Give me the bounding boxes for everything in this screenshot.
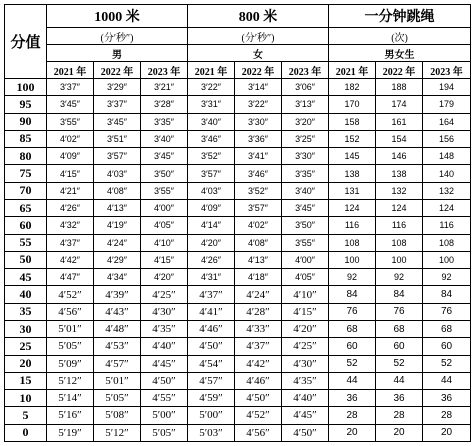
score-cell: 25 <box>5 338 47 355</box>
rope-count-cell: 132 <box>423 182 471 199</box>
time-800m-cell: 4′24″ <box>235 286 282 303</box>
rope-count-cell: 52 <box>376 355 423 372</box>
time-800m-cell: 3′46″ <box>188 130 235 147</box>
score-cell: 55 <box>5 234 47 251</box>
time-800m-cell: 4′10″ <box>282 286 329 303</box>
time-800m-cell: 3′46″ <box>235 165 282 182</box>
time-1000m-cell: 4′25″ <box>141 286 188 303</box>
time-800m-cell: 4′56″ <box>235 424 282 441</box>
year-header: 2021 年 <box>329 62 376 79</box>
time-1000m-cell: 5′01″ <box>47 320 94 337</box>
time-1000m-cell: 4′21″ <box>47 182 94 199</box>
time-1000m-cell: 4′10″ <box>141 234 188 251</box>
time-1000m-cell: 4′02″ <box>47 130 94 147</box>
time-800m-cell: 4′02″ <box>235 217 282 234</box>
rope-count-cell: 100 <box>329 251 376 268</box>
rope-count-cell: 44 <box>329 372 376 389</box>
time-800m-cell: 4′33″ <box>235 320 282 337</box>
time-800m-cell: 4′13″ <box>235 251 282 268</box>
time-1000m-cell: 4′26″ <box>47 199 94 216</box>
rope-count-cell: 20 <box>376 424 423 441</box>
time-1000m-cell: 5′19″ <box>47 424 94 441</box>
time-800m-cell: 4′41″ <box>188 303 235 320</box>
time-1000m-cell: 5′05″ <box>141 424 188 441</box>
score-cell: 80 <box>5 148 47 165</box>
rope-count-cell: 28 <box>329 407 376 424</box>
event-header-row <box>5 5 471 28</box>
score-cell: 50 <box>5 251 47 268</box>
time-800m-cell: 3′40″ <box>282 182 329 199</box>
time-800m-cell: 3′57″ <box>235 199 282 216</box>
table-row <box>5 303 471 320</box>
table-row <box>5 199 471 216</box>
rope-count-cell: 156 <box>423 130 471 147</box>
time-1000m-cell: 5′16″ <box>47 407 94 424</box>
time-1000m-cell: 3′35″ <box>141 113 188 130</box>
time-800m-cell: 4′30″ <box>282 355 329 372</box>
rope-count-cell: 28 <box>423 407 471 424</box>
time-1000m-cell: 3′37″ <box>94 96 141 113</box>
rope-count-cell: 36 <box>423 390 471 407</box>
time-1000m-cell: 4′09″ <box>47 148 94 165</box>
time-800m-cell: 3′30″ <box>282 148 329 165</box>
time-1000m-cell: 3′21″ <box>141 79 188 96</box>
time-1000m-cell: 4′37″ <box>47 234 94 251</box>
time-800m-cell: 4′09″ <box>188 199 235 216</box>
time-800m-cell: 3′35″ <box>282 165 329 182</box>
time-1000m-cell: 5′05″ <box>94 390 141 407</box>
time-800m-cell: 4′42″ <box>235 355 282 372</box>
rope-count-cell: 174 <box>376 96 423 113</box>
rope-count-cell: 138 <box>329 165 376 182</box>
rope-count-cell: 124 <box>423 199 471 216</box>
time-800m-cell: 4′50″ <box>235 390 282 407</box>
rope-count-cell: 20 <box>423 424 471 441</box>
rope-count-cell: 68 <box>329 320 376 337</box>
table-row <box>5 320 471 337</box>
time-1000m-cell: 4′00″ <box>141 199 188 216</box>
time-1000m-cell: 3′45″ <box>47 96 94 113</box>
rope-count-cell: 92 <box>329 269 376 286</box>
time-800m-cell: 3′13″ <box>282 96 329 113</box>
time-1000m-cell: 4′55″ <box>141 390 188 407</box>
rope-count-cell: 158 <box>329 113 376 130</box>
event-1000m-header: 1000 米 <box>47 5 188 28</box>
year-header: 2022 年 <box>94 62 141 79</box>
rope-count-cell: 60 <box>329 338 376 355</box>
gender-header-row <box>5 45 471 62</box>
time-800m-cell: 3′45″ <box>282 199 329 216</box>
time-800m-cell: 4′28″ <box>235 303 282 320</box>
rope-count-cell: 76 <box>423 303 471 320</box>
time-800m-cell: 3′22″ <box>235 96 282 113</box>
score-table-container <box>4 4 470 442</box>
time-1000m-cell: 3′45″ <box>141 148 188 165</box>
time-800m-cell: 3′30″ <box>235 113 282 130</box>
rope-count-cell: 92 <box>376 269 423 286</box>
time-1000m-cell: 4′53″ <box>94 338 141 355</box>
year-header: 2023 年 <box>423 62 471 79</box>
rope-count-cell: 116 <box>376 217 423 234</box>
table-row <box>5 372 471 389</box>
unit-header-row <box>5 28 471 45</box>
rope-count-cell: 132 <box>376 182 423 199</box>
rope-count-cell: 116 <box>423 217 471 234</box>
time-1000m-cell: 4′35″ <box>141 320 188 337</box>
time-800m-cell: 3′52″ <box>188 148 235 165</box>
score-table <box>4 4 471 442</box>
table-row <box>5 113 471 130</box>
time-1000m-cell: 5′05″ <box>47 338 94 355</box>
time-1000m-cell: 4′30″ <box>141 303 188 320</box>
rope-count-cell: 60 <box>376 338 423 355</box>
time-800m-cell: 3′31″ <box>188 96 235 113</box>
event-1000m-unit: (分′秒″) <box>47 28 188 45</box>
time-1000m-cell: 4′32″ <box>47 217 94 234</box>
time-800m-cell: 3′40″ <box>188 113 235 130</box>
score-cell: 30 <box>5 320 47 337</box>
table-row <box>5 407 471 424</box>
score-cell: 60 <box>5 217 47 234</box>
score-cell: 15 <box>5 372 47 389</box>
time-800m-cell: 4′52″ <box>235 407 282 424</box>
rope-count-cell: 179 <box>423 96 471 113</box>
table-row <box>5 251 471 268</box>
time-800m-cell: 4′05″ <box>282 269 329 286</box>
rope-count-cell: 100 <box>423 251 471 268</box>
table-row <box>5 217 471 234</box>
rope-count-cell: 68 <box>376 320 423 337</box>
table-row <box>5 269 471 286</box>
time-800m-cell: 4′37″ <box>235 338 282 355</box>
time-1000m-cell: 3′28″ <box>141 96 188 113</box>
rope-count-cell: 84 <box>423 286 471 303</box>
time-1000m-cell: 3′55″ <box>47 113 94 130</box>
score-cell: 95 <box>5 96 47 113</box>
time-800m-cell: 4′45″ <box>282 407 329 424</box>
time-800m-cell: 4′08″ <box>235 234 282 251</box>
year-header: 2021 年 <box>47 62 94 79</box>
rope-count-cell: 188 <box>376 79 423 96</box>
time-1000m-cell: 4′42″ <box>47 251 94 268</box>
time-1000m-cell: 4′15″ <box>141 251 188 268</box>
time-800m-cell: 3′50″ <box>282 217 329 234</box>
event-rope-header: 一分钟跳绳 <box>329 5 471 28</box>
rope-count-cell: 36 <box>329 390 376 407</box>
time-1000m-cell: 5′14″ <box>47 390 94 407</box>
rope-count-cell: 44 <box>376 372 423 389</box>
rope-count-cell: 124 <box>376 199 423 216</box>
time-800m-cell: 4′40″ <box>282 390 329 407</box>
rope-count-cell: 100 <box>376 251 423 268</box>
time-800m-cell: 3′52″ <box>235 182 282 199</box>
time-1000m-cell: 5′00″ <box>141 407 188 424</box>
rope-count-cell: 60 <box>423 338 471 355</box>
rope-count-cell: 108 <box>329 234 376 251</box>
rope-count-cell: 164 <box>423 113 471 130</box>
rope-count-cell: 76 <box>376 303 423 320</box>
time-800m-cell: 4′35″ <box>282 372 329 389</box>
table-row <box>5 182 471 199</box>
rope-count-cell: 138 <box>376 165 423 182</box>
time-800m-cell: 3′57″ <box>188 165 235 182</box>
table-row <box>5 148 471 165</box>
score-cell: 20 <box>5 355 47 372</box>
time-800m-cell: 4′50″ <box>188 338 235 355</box>
event-800m-unit: (分′秒″) <box>188 28 329 45</box>
score-cell: 85 <box>5 130 47 147</box>
time-800m-cell: 3′55″ <box>282 234 329 251</box>
table-row <box>5 234 471 251</box>
time-800m-cell: 4′46″ <box>235 372 282 389</box>
time-1000m-cell: 4′48″ <box>94 320 141 337</box>
time-1000m-cell: 4′03″ <box>94 165 141 182</box>
rope-count-cell: 154 <box>376 130 423 147</box>
time-800m-cell: 4′31″ <box>188 269 235 286</box>
score-cell: 5 <box>5 407 47 424</box>
score-cell: 65 <box>5 199 47 216</box>
time-800m-cell: 4′18″ <box>235 269 282 286</box>
time-1000m-cell: 4′29″ <box>94 251 141 268</box>
event-800m-header: 800 米 <box>188 5 329 28</box>
time-800m-cell: 3′06″ <box>282 79 329 96</box>
time-1000m-cell: 5′08″ <box>94 407 141 424</box>
score-cell: 0 <box>5 424 47 441</box>
time-1000m-cell: 4′05″ <box>141 217 188 234</box>
table-row <box>5 390 471 407</box>
time-1000m-cell: 4′57″ <box>94 355 141 372</box>
score-cell: 35 <box>5 303 47 320</box>
rope-count-cell: 92 <box>423 269 471 286</box>
time-1000m-cell: 4′19″ <box>94 217 141 234</box>
time-800m-cell: 5′00″ <box>188 407 235 424</box>
time-1000m-cell: 4′45″ <box>141 355 188 372</box>
time-1000m-cell: 4′50″ <box>141 372 188 389</box>
year-header: 2023 年 <box>141 62 188 79</box>
time-800m-cell: 3′14″ <box>235 79 282 96</box>
time-1000m-cell: 4′52″ <box>47 286 94 303</box>
time-1000m-cell: 3′55″ <box>141 182 188 199</box>
time-800m-cell: 3′22″ <box>188 79 235 96</box>
event-1000m-gender: 男 <box>47 45 188 62</box>
rope-count-cell: 52 <box>423 355 471 372</box>
rope-count-cell: 124 <box>329 199 376 216</box>
time-800m-cell: 5′03″ <box>188 424 235 441</box>
time-1000m-cell: 3′57″ <box>94 148 141 165</box>
time-800m-cell: 4′26″ <box>188 251 235 268</box>
year-header: 2022 年 <box>235 62 282 79</box>
table-row <box>5 286 471 303</box>
time-800m-cell: 4′54″ <box>188 355 235 372</box>
rope-count-cell: 148 <box>423 148 471 165</box>
rope-count-cell: 161 <box>376 113 423 130</box>
time-800m-cell: 4′00″ <box>282 251 329 268</box>
time-1000m-cell: 4′13″ <box>94 199 141 216</box>
time-800m-cell: 4′37″ <box>188 286 235 303</box>
rope-count-cell: 68 <box>423 320 471 337</box>
time-800m-cell: 3′41″ <box>235 148 282 165</box>
table-row <box>5 96 471 113</box>
time-1000m-cell: 3′51″ <box>94 130 141 147</box>
rope-count-cell: 28 <box>376 407 423 424</box>
time-1000m-cell: 5′09″ <box>47 355 94 372</box>
rope-count-cell: 170 <box>329 96 376 113</box>
time-1000m-cell: 5′12″ <box>47 372 94 389</box>
rope-count-cell: 44 <box>423 372 471 389</box>
rope-count-cell: 145 <box>329 148 376 165</box>
time-1000m-cell: 4′47″ <box>47 269 94 286</box>
time-800m-cell: 4′57″ <box>188 372 235 389</box>
year-header: 2023 年 <box>282 62 329 79</box>
time-1000m-cell: 4′56″ <box>47 303 94 320</box>
time-1000m-cell: 4′24″ <box>94 234 141 251</box>
year-header-row <box>5 62 471 79</box>
time-1000m-cell: 4′15″ <box>47 165 94 182</box>
time-1000m-cell: 3′50″ <box>141 165 188 182</box>
time-1000m-cell: 3′29″ <box>94 79 141 96</box>
score-cell: 75 <box>5 165 47 182</box>
score-column-header: 分值 <box>5 5 47 79</box>
score-cell: 45 <box>5 269 47 286</box>
table-row <box>5 165 471 182</box>
rope-count-cell: 52 <box>329 355 376 372</box>
rope-count-cell: 152 <box>329 130 376 147</box>
time-800m-cell: 4′46″ <box>188 320 235 337</box>
time-1000m-cell: 4′43″ <box>94 303 141 320</box>
event-rope-unit: (次) <box>329 28 471 45</box>
table-row <box>5 424 471 441</box>
score-cell: 90 <box>5 113 47 130</box>
score-cell: 40 <box>5 286 47 303</box>
time-800m-cell: 4′50″ <box>282 424 329 441</box>
rope-count-cell: 84 <box>329 286 376 303</box>
time-1000m-cell: 4′20″ <box>141 269 188 286</box>
time-1000m-cell: 4′39″ <box>94 286 141 303</box>
table-row <box>5 355 471 372</box>
time-800m-cell: 4′59″ <box>188 390 235 407</box>
time-1000m-cell: 3′45″ <box>94 113 141 130</box>
event-800m-gender: 女 <box>188 45 329 62</box>
rope-count-cell: 131 <box>329 182 376 199</box>
time-800m-cell: 4′14″ <box>188 217 235 234</box>
time-800m-cell: 3′36″ <box>235 130 282 147</box>
rope-count-cell: 116 <box>329 217 376 234</box>
time-1000m-cell: 4′34″ <box>94 269 141 286</box>
rope-count-cell: 20 <box>329 424 376 441</box>
score-cell: 10 <box>5 390 47 407</box>
year-header: 2021 年 <box>188 62 235 79</box>
time-1000m-cell: 3′40″ <box>141 130 188 147</box>
time-1000m-cell: 5′01″ <box>94 372 141 389</box>
time-800m-cell: 4′20″ <box>282 320 329 337</box>
rope-count-cell: 36 <box>376 390 423 407</box>
rope-count-cell: 76 <box>329 303 376 320</box>
rope-count-cell: 146 <box>376 148 423 165</box>
rope-count-cell: 194 <box>423 79 471 96</box>
time-1000m-cell: 5′12″ <box>94 424 141 441</box>
time-1000m-cell: 3′37″ <box>47 79 94 96</box>
rope-count-cell: 84 <box>376 286 423 303</box>
rope-count-cell: 108 <box>376 234 423 251</box>
time-1000m-cell: 4′40″ <box>141 338 188 355</box>
score-table-body <box>5 79 471 442</box>
time-800m-cell: 4′20″ <box>188 234 235 251</box>
time-1000m-cell: 4′08″ <box>94 182 141 199</box>
rope-count-cell: 108 <box>423 234 471 251</box>
event-rope-gender: 男女生 <box>329 45 471 62</box>
time-800m-cell: 4′03″ <box>188 182 235 199</box>
time-800m-cell: 3′25″ <box>282 130 329 147</box>
time-800m-cell: 4′25″ <box>282 338 329 355</box>
time-800m-cell: 4′15″ <box>282 303 329 320</box>
table-row <box>5 130 471 147</box>
rope-count-cell: 182 <box>329 79 376 96</box>
year-header: 2022 年 <box>376 62 423 79</box>
table-row <box>5 79 471 96</box>
score-cell: 70 <box>5 182 47 199</box>
time-800m-cell: 3′20″ <box>282 113 329 130</box>
score-cell: 100 <box>5 79 47 96</box>
rope-count-cell: 140 <box>423 165 471 182</box>
table-row <box>5 338 471 355</box>
